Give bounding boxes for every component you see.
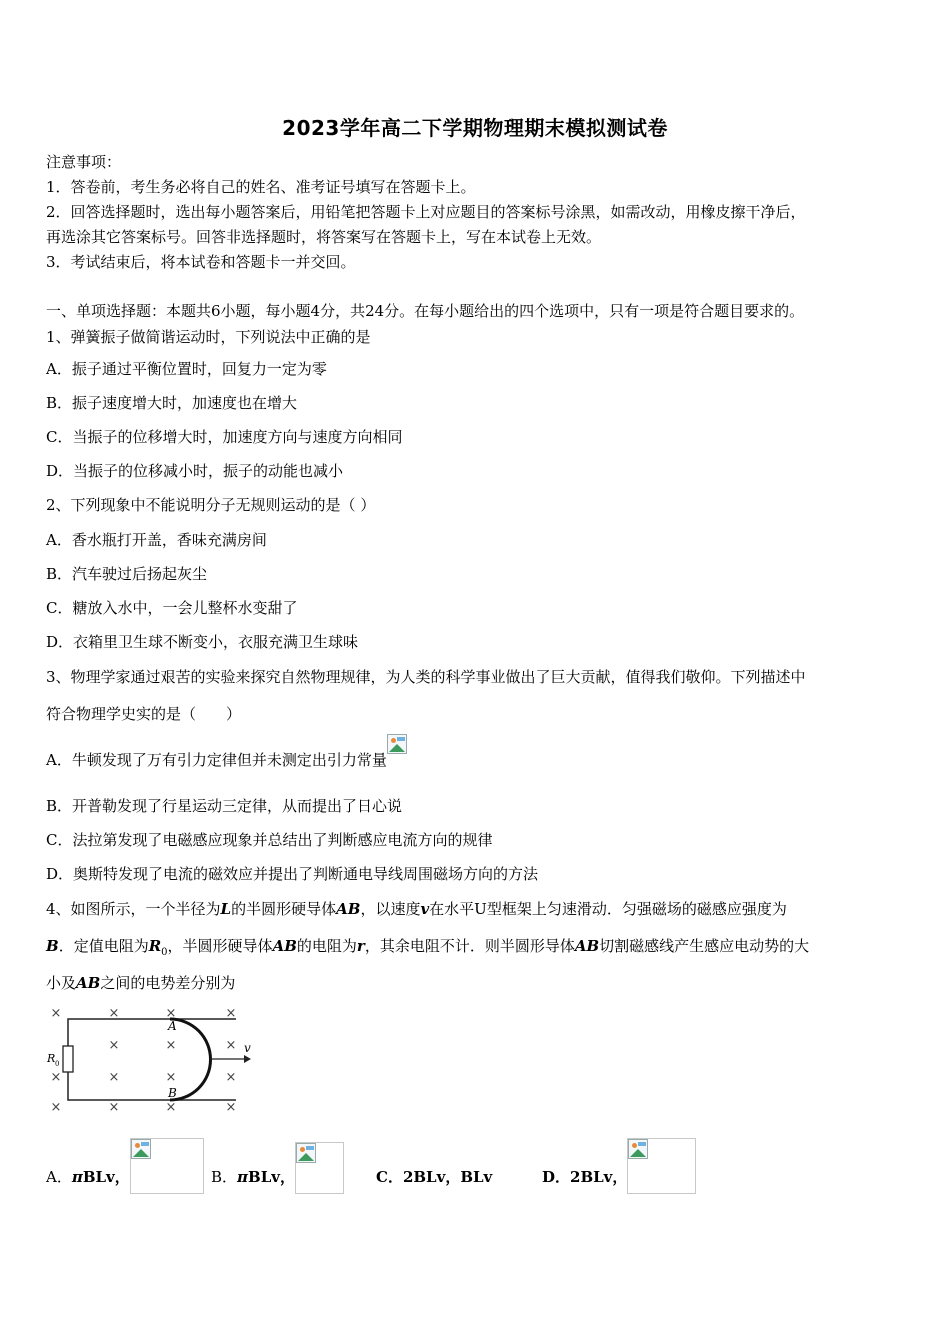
field-cross: × <box>225 1070 237 1085</box>
page-title: 2023学年高二下学期物理期末模拟测试卷 <box>282 116 668 140</box>
q1-option-a: A．振子通过平衡位置时，回复力一定为零 <box>46 360 327 378</box>
notice-heading: 注意事项： <box>46 153 122 171</box>
field-cross: × <box>108 1070 120 1085</box>
circuit-diagram <box>46 1002 256 1114</box>
field-cross: × <box>50 1070 62 1085</box>
field-cross: × <box>50 1100 62 1114</box>
field-cross: × <box>165 1070 177 1085</box>
field-cross: × <box>108 1100 120 1114</box>
label-r0-sub: 0 <box>55 1060 60 1068</box>
field-cross: × <box>165 1006 177 1021</box>
notice-item-1: 1．答卷前，考生务必将自己的姓名、准考证号填写在答题卡上。 <box>46 178 476 196</box>
q4-option-d: D．2BLv， <box>542 1168 628 1186</box>
q3-option-a-text: A．牛顿发现了万有引力定律但并未测定出引力常量 <box>46 751 387 769</box>
image-placeholder <box>130 1138 204 1194</box>
label-v: v <box>244 1041 251 1055</box>
q3-option-b: B．开普勒发现了行星运动三定律，从而提出了日心说 <box>46 797 403 815</box>
broken-image-icon <box>296 1143 316 1163</box>
q2-option-d: D．衣箱里卫生球不断变小，衣服充满卫生球味 <box>46 633 359 651</box>
broken-image-icon <box>131 1139 151 1159</box>
resistor <box>63 1046 73 1072</box>
q1-option-b: B．振子速度增大时，加速度也在增大 <box>46 394 298 412</box>
field-cross: × <box>165 1100 177 1114</box>
q2-stem: 2、下列现象中不能说明分子无规则运动的是（ ） <box>46 496 376 514</box>
label-a: A <box>168 1019 177 1033</box>
field-cross: × <box>225 1100 237 1114</box>
image-placeholder <box>627 1138 696 1194</box>
velocity-arrowhead <box>244 1055 251 1063</box>
q2-option-c: C．糖放入水中，一会儿整杯水变甜了 <box>46 599 298 617</box>
q3-option-a <box>46 750 407 770</box>
q2-option-b: B．汽车驶过后扬起灰尘 <box>46 565 208 583</box>
label-r0: R <box>47 1052 56 1065</box>
notice-item-2-cont: 再选涂其它答案标号。回答非选择题时，将答案写在答题卡上，写在本试卷上无效。 <box>46 228 602 246</box>
field-cross: × <box>108 1038 120 1053</box>
q4-option-b: B．πBLv， <box>211 1168 295 1186</box>
q2-option-a: A．香水瓶打开盖，香味充满房间 <box>46 531 267 549</box>
field-cross: × <box>165 1038 177 1053</box>
q1-option-c: C．当振子的位移增大时，加速度方向与速度方向相同 <box>46 428 403 446</box>
image-placeholder <box>295 1142 344 1194</box>
q3-option-c: C．法拉第发现了电磁感应现象并总结出了判断感应电流方向的规律 <box>46 831 493 849</box>
field-cross: × <box>108 1006 120 1021</box>
q3-option-d: D．奥斯特发现了电流的磁效应并提出了判断通电导线周围磁场方向的方法 <box>46 865 539 883</box>
q4-stem-line1: 4、如图所示，一个半径为L的半圆形硬导体AB，以速度v在水平U型框架上匀速滑动．匀强磁场的磁感应强度为 <box>46 900 787 918</box>
q3-stem-line1: 3、物理学家通过艰苦的实验来探究自然物理规律，为人类的科学事业做出了巨大贡献，值得我们敬仰。下列描述中 <box>46 668 806 686</box>
q4-option-c: C．2BLv，BLv <box>376 1168 493 1186</box>
broken-image-icon <box>387 734 407 754</box>
notice-item-3: 3．考试结束后，将本试卷和答题卡一并交回。 <box>46 253 356 271</box>
field-cross: × <box>50 1006 62 1021</box>
notice-item-2: 2．回答选择题时，选出每小题答案后，用铅笔把答题卡上对应题目的答案标号涂黑，如需改动，用橡皮擦干净后， <box>46 203 806 221</box>
q1-stem: 1、弹簧振子做简谐运动时，下列说法中正确的是 <box>46 328 371 346</box>
q4-stem-line3: 小及AB之间的电势差分别为 <box>46 974 236 992</box>
broken-image-icon <box>628 1139 648 1159</box>
q3-stem-line2: 符合物理学史实的是（ ） <box>46 705 242 723</box>
q1-option-d: D．当振子的位移减小时，振子的动能也减小 <box>46 462 344 480</box>
field-cross: × <box>225 1038 237 1053</box>
q4-option-a: A．πBLv， <box>46 1168 130 1186</box>
label-b: B <box>168 1086 177 1100</box>
section-heading: 一、单项选择题：本题共6小题，每小题4分，共24分。在每小题给出的四个选项中，只有一项是符合题目要求的。 <box>46 302 805 320</box>
field-cross: × <box>225 1006 237 1021</box>
q4-stem-line2: B．定值电阻为$R_0$，半圆形硬导体AB的电阻为r，其余电阻不计．则半圆形导体AB切割磁感线产生感应电动势的大 <box>46 937 810 958</box>
